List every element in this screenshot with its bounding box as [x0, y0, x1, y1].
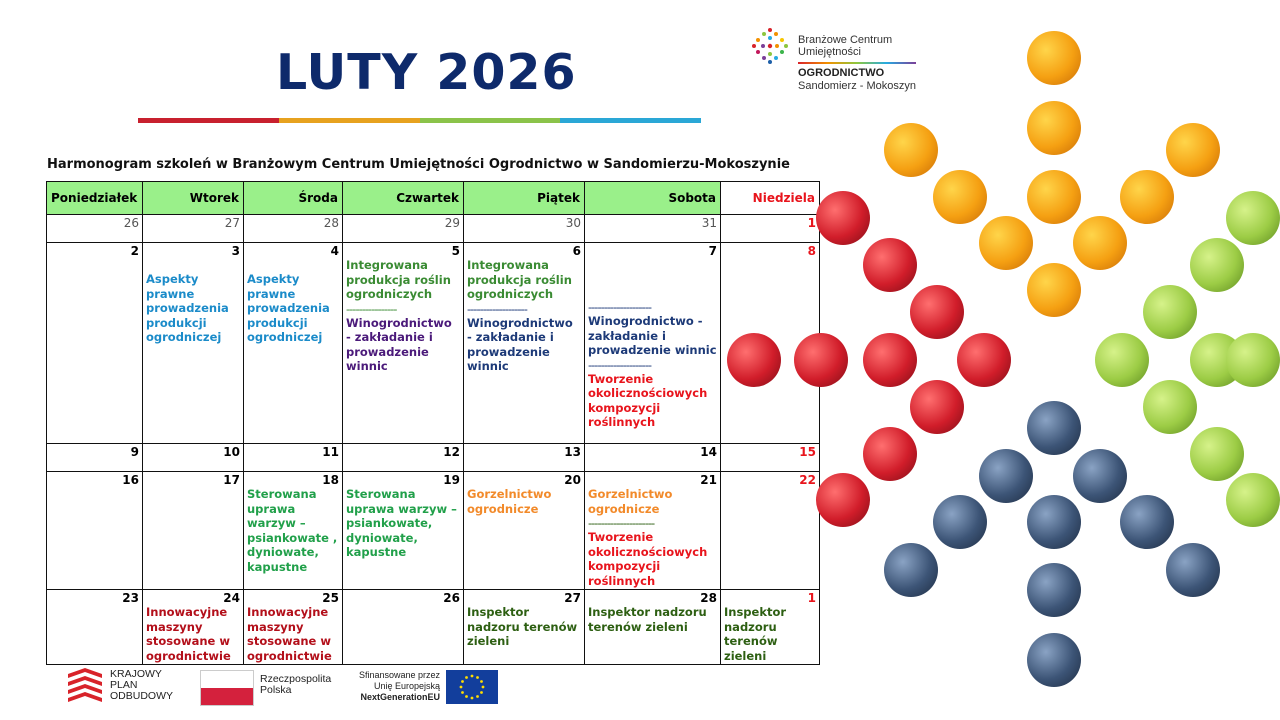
calendar-day-cell	[464, 444, 585, 472]
day-number: 13	[564, 445, 581, 459]
calendar-day-cell	[143, 472, 244, 590]
event-label: Gorzelnictwo ogrodnicze	[467, 487, 552, 516]
orange-fruit-icon	[933, 170, 987, 224]
eu-line-3: NextGenerationEU	[360, 692, 440, 702]
event-separator: -------------------	[467, 301, 527, 316]
event-label: Winogrodnictwo - zakładanie i prowadzenie winnic	[346, 315, 452, 373]
event-label: Sterowana uprawa warzyw – psiankowate, dyniowate, kapustne	[346, 487, 457, 559]
calendar-day-cell	[47, 444, 143, 472]
calendar-day-cell	[143, 215, 244, 243]
calendar-day-cell	[721, 472, 820, 590]
orange-fruit-icon	[1027, 101, 1081, 155]
title-underline	[138, 118, 701, 123]
kpo-flag-icon	[68, 668, 102, 704]
orange-fruit-icon	[1027, 31, 1081, 85]
calendar-day-cell	[721, 444, 820, 472]
bcu-dots-icon	[750, 26, 790, 66]
day-number: 22	[799, 473, 816, 487]
day-number: 26	[123, 216, 139, 230]
orange-fruit-icon	[1073, 216, 1127, 270]
eu-line-1: Sfinansowane przez	[358, 670, 440, 680]
day-number: 11	[322, 445, 339, 459]
calendar-day-cell	[343, 215, 464, 243]
apple-fruit-icon	[863, 333, 917, 387]
orange-fruit-icon	[1027, 170, 1081, 224]
pear-fruit-icon	[1190, 238, 1244, 292]
day-number: 14	[700, 445, 717, 459]
event-label: Winogrodnictwo - zakładanie i prowadzenie winnic	[588, 314, 717, 357]
calendar-day-cell	[244, 215, 343, 243]
event-label: Inspektor nadzoru terenów zieleni	[588, 605, 707, 634]
pear-fruit-icon	[1226, 333, 1280, 387]
calendar-day-cell	[244, 472, 343, 590]
event-label: Tworzenie okolicznościowych kompozycji roślinnych	[588, 530, 708, 588]
day-number: 7	[708, 244, 717, 258]
calendar-week-row	[47, 243, 820, 444]
pear-fruit-icon	[1226, 191, 1280, 245]
berry-fruit-icon	[979, 449, 1033, 503]
rp-line-2: Polska	[260, 684, 292, 696]
page-title: LUTY 2026	[276, 44, 577, 101]
event-separator: --------------------	[588, 357, 651, 372]
day-number: 19	[443, 473, 460, 487]
eu-line-2: Unię Europejską	[373, 681, 440, 691]
eu-flag-icon	[446, 670, 498, 704]
day-number: 18	[322, 473, 339, 487]
eu-logo	[350, 664, 510, 708]
day-number: 2	[130, 244, 139, 258]
apple-fruit-icon	[727, 333, 781, 387]
orange-fruit-icon	[979, 216, 1033, 270]
pear-fruit-icon	[1190, 427, 1244, 481]
calendar-day-cell	[585, 472, 721, 590]
calendar-table	[46, 181, 820, 665]
calendar-day-cell	[585, 243, 721, 444]
calendar-day-cell	[721, 215, 820, 243]
brand-divider	[798, 62, 916, 64]
berry-fruit-icon	[1166, 543, 1220, 597]
weekday-header: Środa	[244, 182, 343, 215]
calendar-day-cell	[343, 472, 464, 590]
day-number: 15	[799, 445, 816, 459]
apple-fruit-icon	[910, 285, 964, 339]
calendar-day-cell	[343, 243, 464, 444]
berry-fruit-icon	[884, 543, 938, 597]
apple-fruit-icon	[863, 427, 917, 481]
calendar-day-cell	[464, 215, 585, 243]
orange-fruit-icon	[1120, 170, 1174, 224]
event-label: Sterowana uprawa warzyw – psiankowate , dyniowate, kapustne	[247, 487, 338, 574]
day-number: 28	[323, 216, 339, 230]
rp-logo	[200, 664, 340, 708]
day-number: 30	[565, 216, 581, 230]
rp-line-1: Rzeczpospolita	[260, 673, 332, 685]
event-label: Innowacyjne maszyny stosowane w ogrodnictwie	[146, 605, 231, 663]
day-number: 31	[701, 216, 717, 230]
berry-fruit-icon	[1027, 563, 1081, 617]
berry-fruit-icon	[1027, 633, 1081, 687]
calendar-day-cell	[143, 590, 244, 665]
weekday-header: Sobota	[585, 182, 721, 215]
weekday-header-row	[47, 182, 820, 215]
event-label: Aspekty prawne prowadzenia produkcji ogrodniczej	[146, 272, 229, 344]
calendar-week-row	[47, 590, 820, 665]
calendar-day-cell	[343, 590, 464, 665]
weekday-header: Czwartek	[343, 182, 464, 215]
day-number: 10	[223, 445, 240, 459]
event-separator: ---------------------	[588, 516, 655, 530]
brand-line-3: OGRODNICTWO	[798, 67, 885, 79]
pear-fruit-icon	[1143, 285, 1197, 339]
event-separator: ----------------	[346, 301, 397, 316]
bcu-logo	[750, 26, 950, 96]
calendar-day-cell	[143, 243, 244, 444]
day-number: 8	[807, 244, 816, 258]
pear-fruit-icon	[1226, 473, 1280, 527]
day-number: 4	[330, 244, 339, 258]
day-number: 1	[807, 591, 816, 605]
brand-line-1: Branżowe Centrum Umiejętności	[798, 34, 893, 58]
event-label: Integrowana produkcja roślin ogrodniczych	[467, 258, 572, 301]
apple-fruit-icon	[816, 191, 870, 245]
event-label: Inspektor nadzoru terenów zieleni	[724, 605, 787, 663]
weekday-header: Niedziela	[721, 182, 820, 215]
schedule-heading: Harmonogram szkoleń w Branżowym Centrum Umiejętności Ogrodnictwo w Sandomierzu-Mokoszynie	[47, 157, 790, 172]
day-number: 28	[700, 591, 717, 605]
event-label: Aspekty prawne prowadzenia produkcji ogrodniczej	[247, 272, 330, 344]
kpo-line-1: KRAJOWY	[110, 668, 162, 680]
day-number: 20	[564, 473, 581, 487]
calendar-week-row	[47, 444, 820, 472]
apple-fruit-icon	[910, 380, 964, 434]
berry-fruit-icon	[1027, 495, 1081, 549]
calendar-day-cell	[343, 444, 464, 472]
calendar-day-cell	[244, 590, 343, 665]
day-number: 29	[444, 216, 460, 230]
calendar-day-cell	[47, 590, 143, 665]
calendar-day-cell	[464, 590, 585, 665]
kpo-line-2: PLAN	[110, 679, 138, 691]
apple-fruit-icon	[957, 333, 1011, 387]
day-number: 6	[572, 244, 581, 258]
calendar-day-cell	[244, 243, 343, 444]
day-number: 17	[223, 473, 240, 487]
event-label: Inspektor nadzoru terenów zieleni	[467, 605, 578, 648]
apple-fruit-icon	[816, 473, 870, 527]
orange-fruit-icon	[1166, 123, 1220, 177]
calendar-day-cell	[464, 472, 585, 590]
calendar-day-cell	[721, 590, 820, 665]
day-number: 9	[130, 445, 139, 459]
calendar-day-cell	[585, 215, 721, 243]
orange-fruit-icon	[884, 123, 938, 177]
day-number: 12	[443, 445, 460, 459]
weekday-header: Piątek	[464, 182, 585, 215]
calendar-day-cell	[464, 243, 585, 444]
event-label: Tworzenie okolicznościowych kompozycji roślinnych	[588, 371, 708, 429]
brand-line-4: Sandomierz - Mokoszyn	[798, 80, 916, 92]
event-label: Integrowana produkcja roślin ogrodniczych	[346, 258, 451, 301]
event-label: Gorzelnictwo ogrodnicze	[588, 487, 673, 516]
calendar-day-cell	[47, 472, 143, 590]
day-number: 3	[231, 244, 240, 258]
day-number: 24	[223, 591, 240, 605]
day-number: 5	[451, 244, 460, 258]
event-label: Winogrodnictwo - zakładanie i prowadzenie winnic	[467, 315, 573, 373]
calendar-day-cell	[585, 444, 721, 472]
polish-flag-icon	[200, 670, 254, 706]
weekday-header: Wtorek	[143, 182, 244, 215]
day-number: 21	[700, 473, 717, 487]
pear-fruit-icon	[1095, 333, 1149, 387]
berry-fruit-icon	[933, 495, 987, 549]
day-number: 27	[224, 216, 240, 230]
kpo-line-3: ODBUDOWY	[110, 690, 173, 702]
weekday-header: Poniedziałek	[47, 182, 143, 215]
calendar-day-cell	[585, 590, 721, 665]
calendar-day-cell	[47, 243, 143, 444]
day-number: 16	[122, 473, 139, 487]
event-label: Innowacyjne maszyny stosowane w ogrodnictwie	[247, 605, 332, 663]
berry-fruit-icon	[1027, 401, 1081, 455]
calendar-day-cell	[143, 444, 244, 472]
day-number: 23	[122, 591, 139, 605]
day-number: 27	[564, 591, 581, 605]
kpo-logo	[68, 664, 188, 708]
calendar-day-cell	[47, 215, 143, 243]
calendar-week-row	[47, 215, 820, 243]
berry-fruit-icon	[1073, 449, 1127, 503]
day-number: 26	[443, 591, 460, 605]
day-number: 1	[807, 216, 816, 230]
apple-fruit-icon	[863, 238, 917, 292]
calendar-day-cell	[244, 444, 343, 472]
calendar-week-row	[47, 472, 820, 590]
event-separator: --------------------	[588, 300, 651, 314]
orange-fruit-icon	[1027, 263, 1081, 317]
apple-fruit-icon	[794, 333, 848, 387]
berry-fruit-icon	[1120, 495, 1174, 549]
day-number: 25	[322, 591, 339, 605]
pear-fruit-icon	[1143, 380, 1197, 434]
